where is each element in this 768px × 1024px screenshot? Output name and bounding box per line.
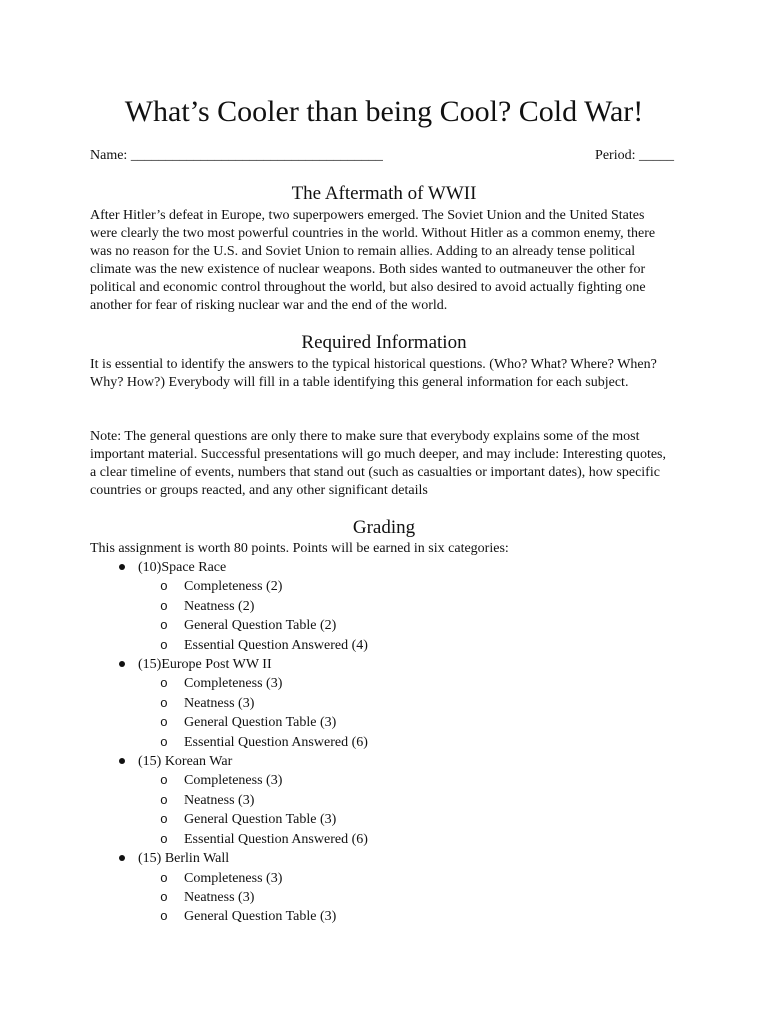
bullet-icon xyxy=(116,558,128,577)
grading-criterion-label: Completeness (3) xyxy=(184,773,283,789)
period-label: Period: xyxy=(595,148,639,163)
grading-criteria-list xyxy=(138,674,670,752)
open-bullet-icon: o xyxy=(160,831,168,847)
grading-criterion xyxy=(138,674,670,693)
open-bullet-icon: o xyxy=(160,909,168,925)
name-label: Name: xyxy=(90,148,131,163)
grading-criterion xyxy=(138,733,670,752)
grading-criterion-label: Completeness (2) xyxy=(184,579,283,595)
grading-criterion xyxy=(138,907,670,926)
open-bullet-icon: o xyxy=(160,715,168,731)
bullet-icon xyxy=(116,655,128,674)
required-info-heading: Required Information xyxy=(301,332,467,353)
grading-criterion-label: Neatness (2) xyxy=(184,598,255,614)
open-bullet-icon: o xyxy=(160,676,168,692)
grading-criterion-label: Essential Question Answered (6) xyxy=(184,831,368,847)
grading-category-label: (15)Europe Post WW II xyxy=(138,657,272,673)
grading-criteria-list xyxy=(138,771,670,849)
open-bullet-icon: o xyxy=(160,598,168,614)
open-bullet-icon: o xyxy=(160,579,168,595)
grading-category-list xyxy=(90,558,670,927)
grading-criterion xyxy=(138,810,670,829)
required-info-note: Note: The general questions are only there to make sure that everybody explains some of the most important material. Successful presentations will go much deeper, and may include: Interesting quotes, a clear timeline of events, numbers that stand out (such as casualties or important dates), how specific countries or groups reacted, and any other significant details xyxy=(90,429,667,498)
grading-criterion-label: Completeness (3) xyxy=(184,870,283,886)
open-bullet-icon: o xyxy=(160,870,168,886)
grading-intro: This assignment is worth 80 points. Points will be earned in six categories: xyxy=(90,541,509,556)
open-bullet-icon: o xyxy=(160,637,168,653)
grading-criteria-list xyxy=(138,577,670,655)
grading-category-label: (15) Berlin Wall xyxy=(138,851,230,867)
grading-criteria-list xyxy=(138,869,670,927)
grading-criterion-label: General Question Table (3) xyxy=(184,812,337,828)
grading-criterion xyxy=(138,830,670,849)
bullet-icon xyxy=(116,849,128,868)
grading-heading: Grading xyxy=(352,517,416,538)
open-bullet-icon: o xyxy=(160,618,168,634)
aftermath-heading: The Aftermath of WWII xyxy=(291,183,477,204)
open-bullet-icon: o xyxy=(160,792,168,808)
grading-category-label: (15) Korean War xyxy=(138,754,233,770)
grading-criterion-label: Essential Question Answered (6) xyxy=(184,734,368,750)
aftermath-paragraph: After Hitler’s defeat in Europe, two superpowers emerged. The Soviet Union and the United States were clearly the two most powerful countries in the world. Without Hitler as a common enemy, there was no reason for the U.S. and Soviet Union to remain allies. Adding to an already tense political climate was the new existence of nuclear weapons. Both sides wanted to outmaneuver the other for political and economic control throughout the world, but also desired to avoid actually fighting one another for fear of risking nuclear war and the end of the world. xyxy=(90,208,656,313)
open-bullet-icon: o xyxy=(160,695,168,711)
name-period-row xyxy=(90,146,674,166)
required-info-paragraph: It is essential to identify the answers to the typical historical questions. (Who? What? Where? When? Why? How?) Everybody will fill in a table identifying this general information for each subject. xyxy=(90,357,657,390)
grading-criterion-label: General Question Table (2) xyxy=(184,618,337,634)
grading-criterion-label: Neatness (3) xyxy=(184,889,255,905)
grading-category xyxy=(90,752,670,849)
grading-criterion-label: Neatness (3) xyxy=(184,792,255,808)
grading-criterion xyxy=(138,597,670,616)
grading-criterion-label: General Question Table (3) xyxy=(184,909,337,925)
grading-criterion-label: Neatness (3) xyxy=(184,695,255,711)
open-bullet-icon: o xyxy=(160,734,168,750)
period-field xyxy=(595,146,674,166)
open-bullet-icon: o xyxy=(160,889,168,905)
period-blank-line: _____ xyxy=(639,148,674,163)
grading-criterion-label: Essential Question Answered (4) xyxy=(184,637,368,653)
grading-category-label: (10)Space Race xyxy=(138,560,227,575)
name-blank-line: ____________________________________ xyxy=(130,148,383,163)
open-bullet-icon: o xyxy=(160,773,168,789)
grading-criterion xyxy=(138,577,670,596)
page-title: What’s Cooler than being Cool? Cold War! xyxy=(124,95,644,128)
grading-criterion xyxy=(138,771,670,790)
grading-criterion-label: General Question Table (3) xyxy=(184,715,337,731)
grading-criterion xyxy=(138,791,670,810)
grading-criterion xyxy=(138,616,670,635)
grading-criterion xyxy=(138,888,670,907)
grading-criterion-label: Completeness (3) xyxy=(184,676,283,692)
name-field xyxy=(90,146,383,166)
grading-category xyxy=(90,558,670,655)
grading-category xyxy=(90,849,670,927)
grading-category xyxy=(90,655,670,752)
open-bullet-icon: o xyxy=(160,812,168,828)
grading-criterion xyxy=(138,713,670,732)
grading-criterion xyxy=(138,869,670,888)
grading-criterion xyxy=(138,636,670,655)
grading-criterion xyxy=(138,694,670,713)
bullet-icon xyxy=(116,752,128,771)
